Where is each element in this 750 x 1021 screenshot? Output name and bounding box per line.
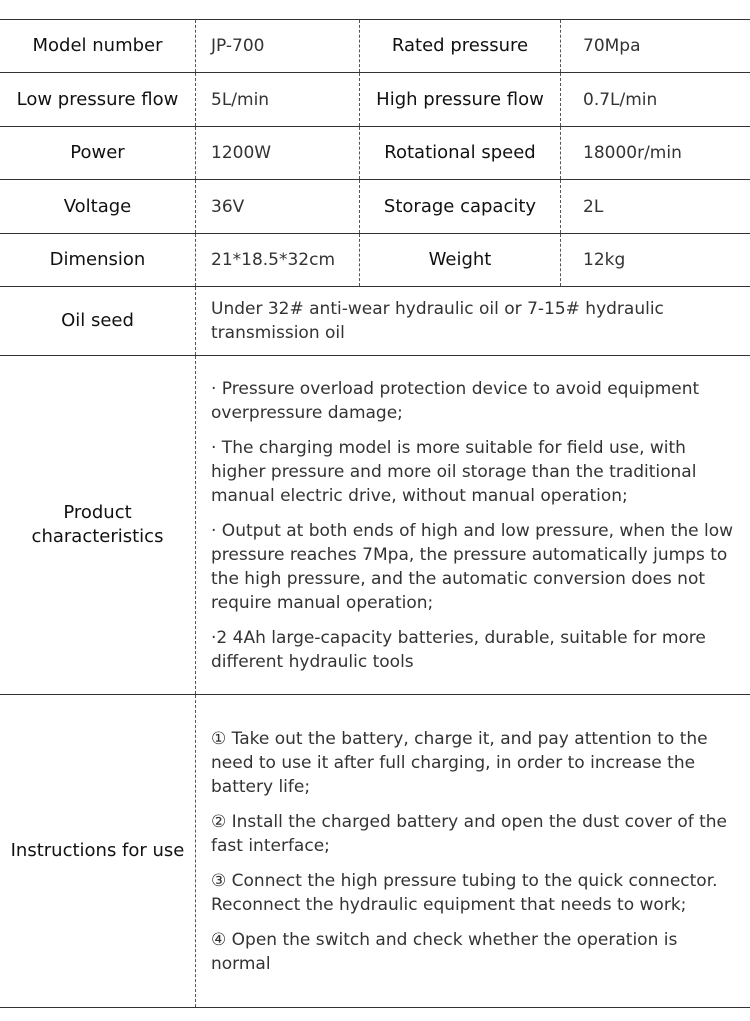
label-rated-pressure: Rated pressure: [391, 35, 529, 56]
spec-row-power: [0, 127, 750, 180]
value-voltage: 36V: [211, 196, 245, 217]
list-item: ③ Connect the high pressure tubing to the quick connector. Reconnect the hydraulic equipment that needs to work;: [211, 870, 718, 915]
label-oil-seed: Oil seed: [61, 310, 134, 331]
label-power: Power: [70, 142, 125, 163]
spec-row-oil-seed: [0, 287, 750, 356]
instructions-list: [196, 695, 750, 1007]
list-item: · Pressure overload protection device to avoid equipment overpressure damage;: [211, 378, 700, 423]
value-power: 1200W: [211, 143, 272, 163]
label-instructions-for-use: Instructions for use: [10, 840, 185, 861]
spec-table: [0, 19, 750, 1008]
product-characteristics-list: [196, 356, 750, 694]
spec-row-instructions: [0, 695, 750, 1008]
spec-row-dimension: [0, 234, 750, 287]
value-storage-capacity: 2L: [583, 196, 604, 217]
label-weight: Weight: [428, 249, 492, 270]
label-low-pressure-flow: Low pressure flow: [16, 88, 179, 110]
list-item: ② Install the charged battery and open the dust cover of the fast interface;: [211, 811, 728, 856]
value-weight: 12kg: [583, 250, 626, 270]
value-high-pressure-flow: 0.7L/min: [583, 89, 658, 110]
spec-row-product-characteristics: [0, 356, 750, 695]
oil-seed-text: Under 32# anti-wear hydraulic oil or 7-15# hydraulic transmission oil: [211, 299, 664, 343]
value-rated-pressure: 70Mpa: [583, 36, 641, 56]
label-storage-capacity: Storage capacity: [383, 195, 537, 217]
label-product-characteristics: Product characteristics: [31, 502, 164, 547]
list-item: · Output at both ends of high and low pressure, when the low pressure reaches 7Mpa, the pressure automatically jumps to the high pressure, and the automatic conversion does not require manual operation;: [211, 520, 734, 613]
list-item: · The charging model is more suitable for field use, with higher pressure and more oil storage than the traditional manual electric drive, without manual operation;: [211, 437, 697, 506]
value-model-number: JP-700: [211, 36, 265, 56]
value-dimension: 21*18.5*32cm: [211, 250, 336, 270]
list-item: ④ Open the switch and check whether the operation is normal: [211, 929, 678, 974]
label-high-pressure-flow: High pressure flow: [376, 88, 544, 110]
list-item: ·2 4Ah large-capacity batteries, durable, suitable for more different hydraulic tools: [211, 627, 706, 672]
value-oil-seed: [196, 287, 750, 355]
value-low-pressure-flow: 5L/min: [211, 89, 270, 110]
label-model-number: Model number: [32, 35, 163, 56]
list-item: ① Take out the battery, charge it, and pay attention to the need to use it after full charging, in order to increase the battery life;: [211, 728, 708, 797]
label-dimension: Dimension: [49, 249, 146, 270]
spec-row-flow: [0, 73, 750, 127]
value-rotational-speed: 18000r/min: [583, 143, 682, 163]
spec-row-model: [0, 19, 750, 73]
label-rotational-speed: Rotational speed: [384, 142, 536, 163]
spec-row-voltage: [0, 180, 750, 234]
label-voltage: Voltage: [63, 195, 132, 217]
